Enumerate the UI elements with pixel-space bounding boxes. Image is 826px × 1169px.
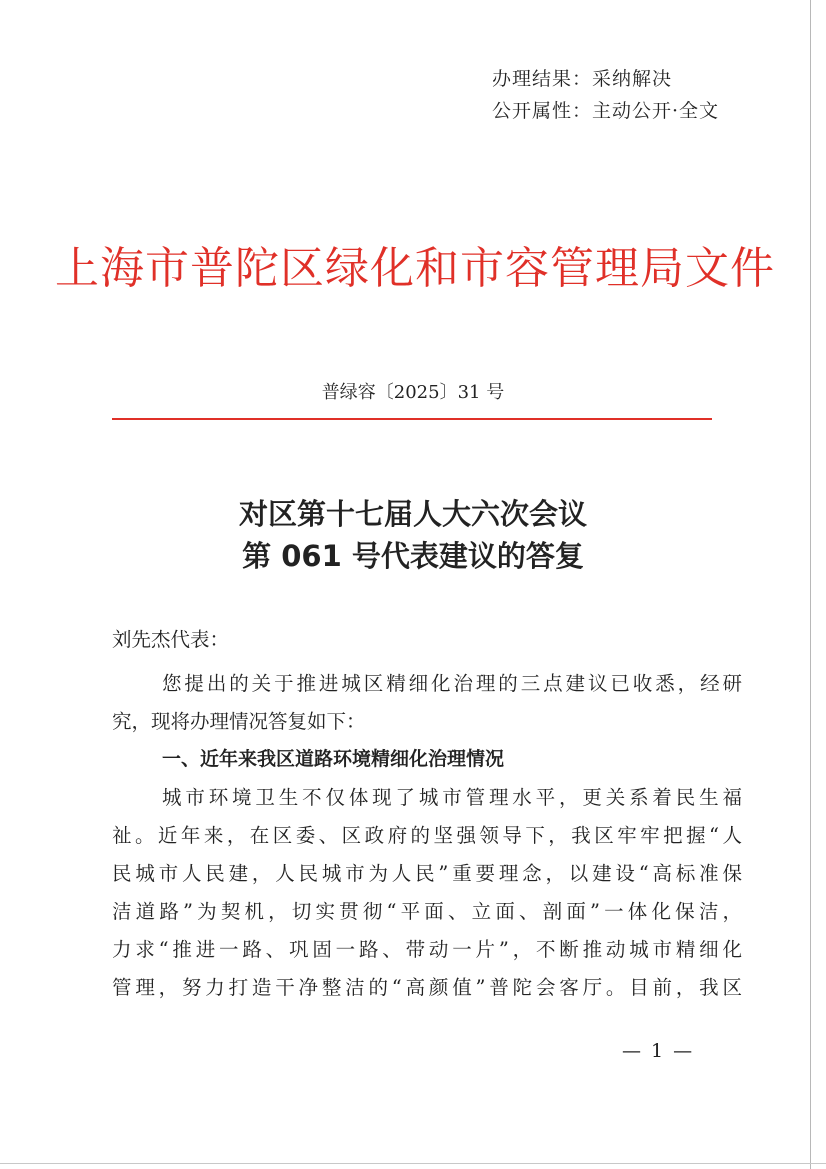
page-edge-bottom (0, 1163, 826, 1164)
body-paragraph-line: 民城市人民建，人民城市为人民”重要理念，以建设“高标准保 (112, 862, 742, 885)
document-masthead: 上海市普陀区绿化和市容管理局文件 (55, 243, 775, 294)
red-divider-line (112, 418, 712, 420)
document-title-line-1: 对区第十七届人大六次会议 (238, 497, 587, 531)
page-edge-right (810, 0, 811, 1169)
intro-paragraph-line: 您提出的关于推进城区精细化治理的三点建议已收悉，经研 (162, 672, 742, 695)
body-paragraph-line: 祉。近年来，在区委、区政府的坚强领导下，我区牢牢把握“人 (112, 824, 742, 847)
disclosure-attribute: 公开属性：主动公开·全文 (492, 100, 720, 122)
body-paragraph-line: 洁道路”为契机，切实贯彻“平面、立面、剖面”一体化保洁， (112, 900, 742, 923)
body-paragraph-line: 力求“推进一路、巩固一路、带动一片”，不断推动城市精细化 (112, 938, 742, 961)
intro-paragraph-line: 究，现将办理情况答复如下： (112, 710, 366, 733)
salutation: 刘先杰代表： (112, 628, 230, 651)
document-number: 普绿容〔2025〕31 号 (321, 382, 505, 403)
document-title-line-2: 第 061 号代表建议的答复 (242, 539, 584, 573)
page-number: — 1 — (622, 1040, 695, 1062)
body-paragraph-line: 管理，努力打造干净整洁的“高颜值”普陀会客厅。目前，我区 (112, 976, 742, 999)
body-paragraph-line: 城市环境卫生不仅体现了城市管理水平，更关系着民生福 (162, 786, 742, 809)
section-heading: 一、近年来我区道路环境精细化治理情况 (162, 748, 505, 770)
processing-result: 办理结果：采纳解决 (492, 68, 673, 90)
